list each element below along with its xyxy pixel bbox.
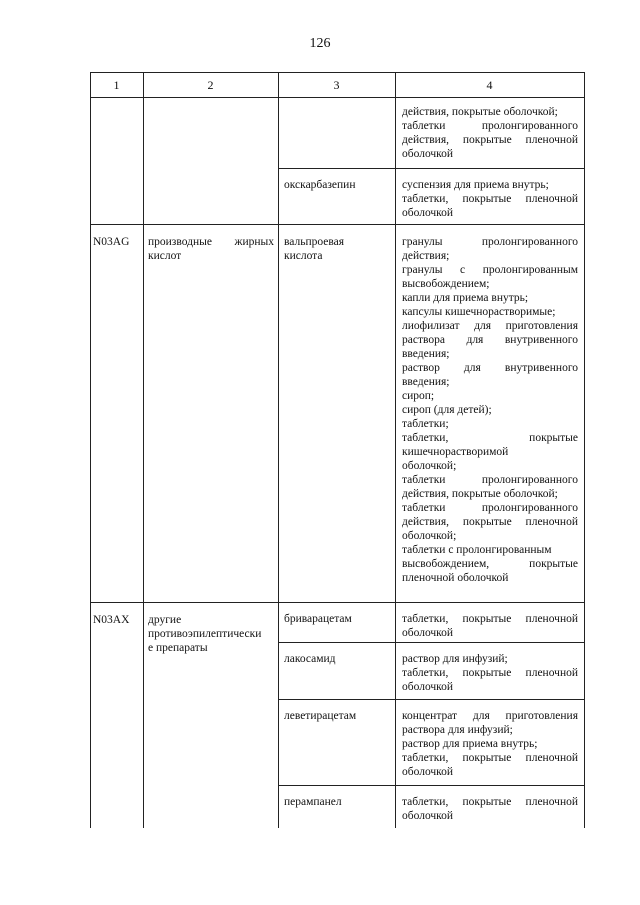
dosage-form-line: раствор для внутривенного (402, 362, 578, 374)
dosage-form-line: оболочкой (402, 681, 454, 693)
dosage-form-line: таблетки, покрытые пленочной (402, 796, 578, 808)
dosage-form-line: концентрат для приготовления (402, 710, 578, 722)
dosage-form-line: таблетки, покрытые пленочной (402, 193, 578, 205)
dosage-form-line: оболочкой (402, 148, 454, 160)
dosage-form-line: оболочкой (402, 627, 454, 639)
pharmacological-group (148, 613, 276, 655)
dosage-form-line: действия, покрытые пленочной (402, 134, 578, 146)
drug-name: перампанел (284, 796, 342, 808)
row-divider (90, 602, 584, 603)
dosage-form-line: введения; (402, 376, 450, 388)
dosage-form-line: оболочкой; (402, 460, 457, 472)
dosage-form-line: сироп (для детей); (402, 404, 492, 416)
dosage-form-line: введения; (402, 348, 450, 360)
dosage-form-line: таблетки пролонгированного (402, 120, 578, 132)
header-cell: 1 (113, 78, 120, 92)
dosage-form-line: раствора для инфузий; (402, 724, 513, 736)
column-divider-3 (395, 72, 396, 828)
header-cell: 4 (486, 78, 493, 92)
pharmacological-group (148, 235, 274, 263)
dosage-forms (402, 795, 578, 823)
column-divider-2 (278, 72, 279, 828)
drug-name: окскарбазепин (284, 179, 356, 191)
dosage-forms (402, 105, 578, 161)
dosage-form-line: гранулы с пролонгированным (402, 264, 578, 276)
dosage-form-line: кишечнорастворимой (402, 446, 509, 458)
dosage-form-line: пленочной оболочкой (402, 572, 509, 584)
dosage-form-line: лиофилизат для приготовления (402, 320, 578, 332)
row-divider (278, 785, 584, 786)
dosage-form-line: таблетки, покрытые (402, 432, 578, 444)
drug-name-line: вальпроевая (284, 236, 345, 248)
row-divider (90, 224, 584, 225)
dosage-forms (402, 178, 578, 220)
table-border-top (90, 72, 584, 73)
dosage-form-line: таблетки пролонгированного (402, 502, 578, 514)
row-divider (278, 168, 584, 169)
header-divider (90, 97, 584, 98)
group-line: противоэпилептически (148, 628, 262, 640)
column-divider-1 (143, 72, 144, 828)
drug-name: бриварацетам (284, 613, 352, 625)
dosage-form-line: раствора для внутривенного (402, 334, 578, 346)
dosage-form-line: сироп; (402, 390, 435, 402)
dosage-form-line: оболочкой; (402, 530, 457, 542)
dosage-form-line: оболочкой (402, 810, 454, 822)
dosage-form-line: раствор для приема внутрь; (402, 738, 538, 750)
atc-code: N03AG (93, 236, 130, 248)
atc-code: N03AX (93, 614, 130, 626)
dosage-form-line: высвобождением, покрытые (402, 558, 578, 570)
dosage-forms (402, 709, 578, 779)
dosage-form-line: суспензия для приема внутрь; (402, 179, 549, 191)
dosage-form-line: действия, покрытые оболочкой; (402, 106, 558, 118)
drug-name: лакосамид (284, 653, 336, 665)
dosage-form-line: действия; (402, 250, 450, 262)
group-line: производные жирных (148, 236, 274, 248)
row-divider (278, 699, 584, 700)
medication-table (90, 72, 584, 828)
dosage-form-line: действия, покрытые оболочкой; (402, 488, 558, 500)
dosage-form-line: гранулы пролонгированного (402, 236, 578, 248)
drug-name: леветирацетам (284, 710, 357, 722)
dosage-form-line: таблетки пролонгированного (402, 474, 578, 486)
drug-name (284, 235, 392, 263)
header-cell: 2 (207, 78, 214, 92)
dosage-form-line: таблетки, покрытые пленочной (402, 613, 578, 625)
dosage-forms (402, 652, 578, 694)
header-cell: 3 (333, 78, 340, 92)
group-line: е препараты (148, 642, 208, 654)
dosage-form-line: оболочкой (402, 207, 454, 219)
dosage-form-line: таблетки, покрытые пленочной (402, 752, 578, 764)
dosage-form-line: оболочкой (402, 766, 454, 778)
dosage-form-line: капсулы кишечнорастворимые; (402, 306, 556, 318)
table-border-left (90, 72, 91, 828)
table-border-right (584, 72, 585, 828)
dosage-form-line: раствор для инфузий; (402, 653, 508, 665)
dosage-form-line: таблетки, покрытые пленочной (402, 667, 578, 679)
dosage-forms (402, 612, 578, 640)
dosage-form-line: таблетки; (402, 418, 449, 430)
group-line: кислот (148, 250, 182, 262)
dosage-form-line: действия, покрытые пленочной (402, 516, 578, 528)
page-number: 126 (309, 36, 331, 51)
drug-name-line: кислота (284, 250, 323, 262)
dosage-form-line: высвобождением; (402, 278, 490, 290)
dosage-form-line: таблетки с пролонгированным (402, 544, 552, 556)
group-line: другие (148, 614, 182, 626)
dosage-forms (402, 235, 578, 585)
dosage-form-line: капли для приема внутрь; (402, 292, 529, 304)
row-divider (278, 642, 584, 643)
